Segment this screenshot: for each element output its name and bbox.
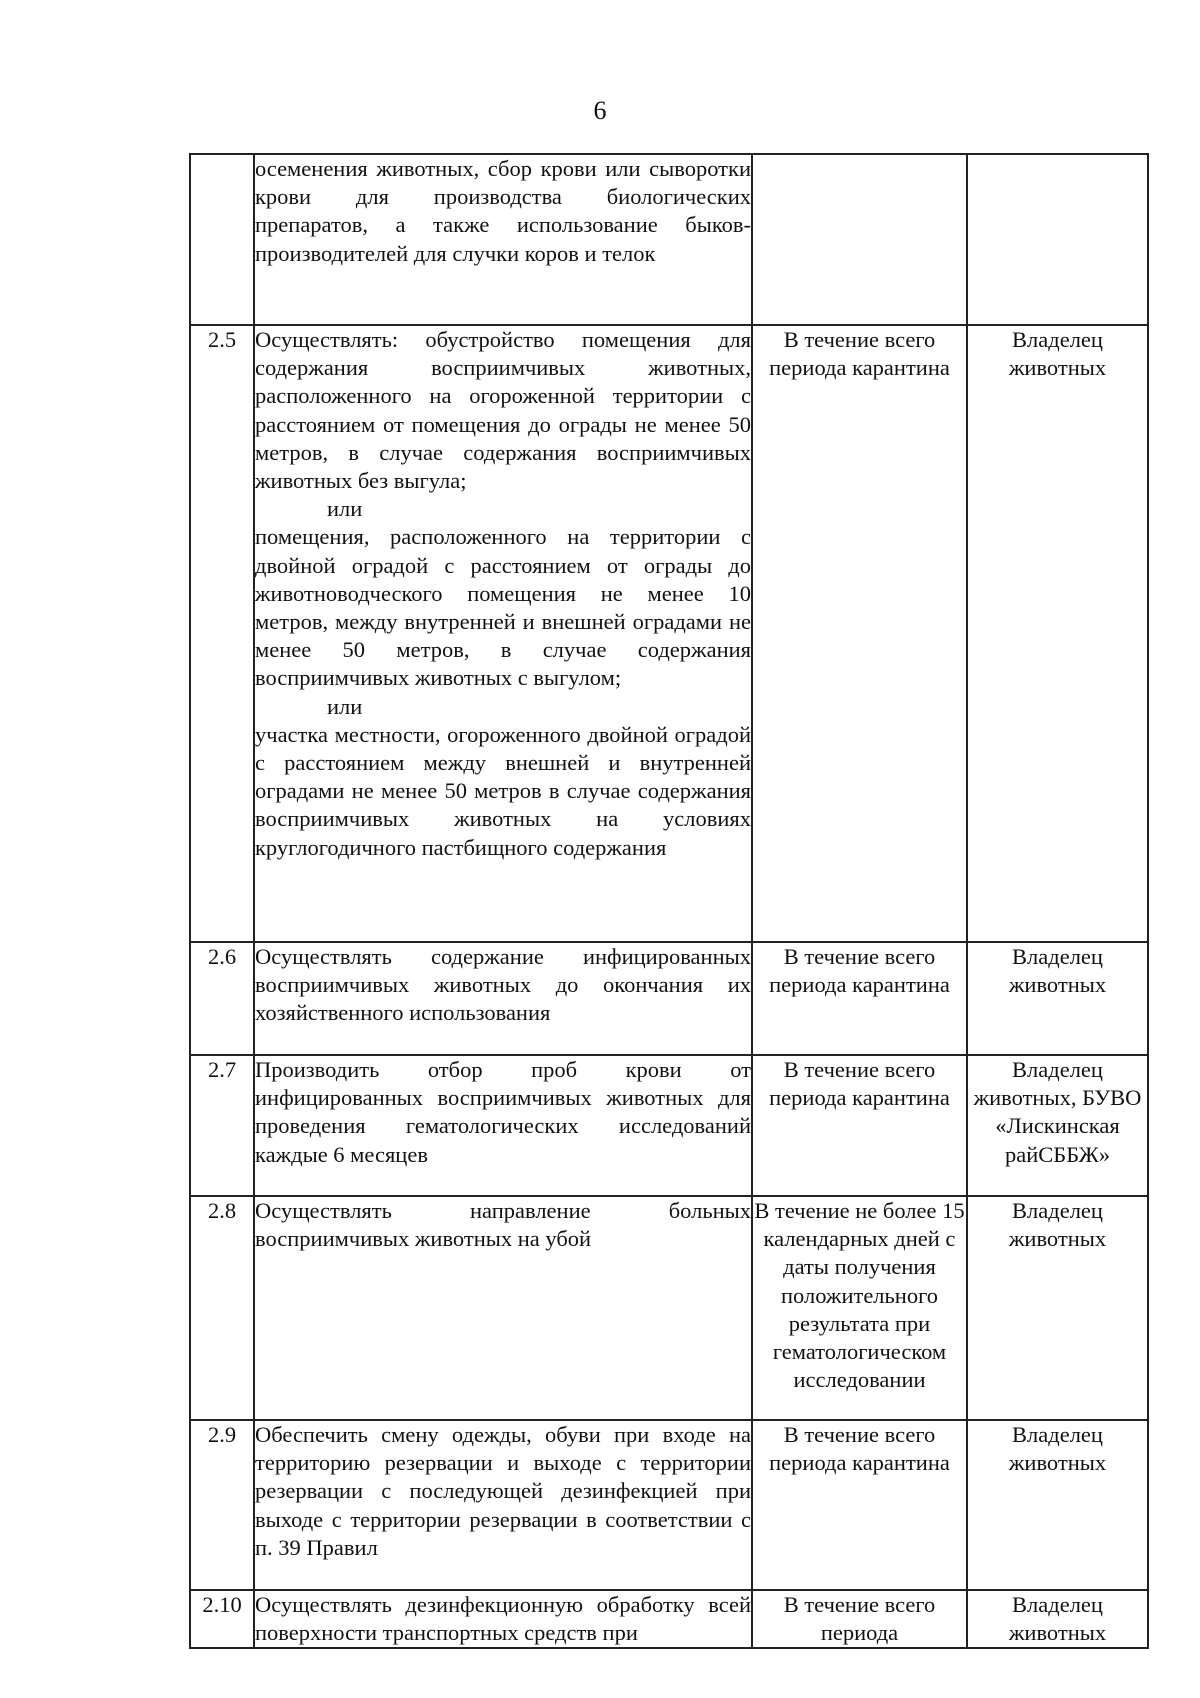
row-action [254,325,752,942]
row-term: В течение всего периода карантина [752,1055,967,1196]
table-row [190,154,1148,325]
action-paragraph: участка местности, огороженного двойной оградой с расстоянием между внешней и внутренней оградами не менее 50 метров в случае содержания восприимчивых животных на условиях круглогодичного пастбищного содержания [255,721,751,860]
action-paragraph: Осуществлять направление больных восприимчивых животных на убой [255,1198,751,1252]
action-paragraph: помещения, расположенного на территории с двойной оградой с расстоянием от ограды до животноводческого помещения не менее 10 метров, между внутренней и внешней оградами не менее 50 метров, в случае содержания восприимчивых животных с выгулом; [255,524,751,691]
row-responsible: Владелец животных [967,942,1148,1055]
table-row [190,1196,1148,1420]
row-number: 2.10 [190,1590,254,1648]
row-responsible: Владелец животных [967,1196,1148,1420]
row-term: В течение всего периода карантина [752,325,967,942]
row-responsible: Владелец животных [967,1590,1148,1648]
measures-table [189,153,1149,1649]
table-row [190,942,1148,1055]
row-action [254,1590,752,1648]
table-row [190,1055,1148,1196]
row-responsible [967,154,1148,325]
action-paragraph: Осуществлять содержание инфицированных восприимчивых животных до окончания их хозяйственного использования [255,944,751,1026]
row-responsible: Владелец животных [967,1420,1148,1590]
row-term: В течение всего периода карантина [752,1420,967,1590]
row-action [254,1196,752,1420]
action-or: или [327,693,363,719]
row-term: В течение всего периода карантина [752,942,967,1055]
action-paragraph: Обеспечить смену одежды, обуви при входе на территорию резервации и выходе с территории резервации с последующей дезинфекцией при выходе с территории резервации в соответствии с п. 39 Правил [255,1422,751,1560]
row-number: 2.8 [190,1196,254,1420]
row-responsible: Владелец животных [967,325,1148,942]
table-row [190,325,1148,942]
row-action [254,154,752,325]
row-number: 2.5 [190,325,254,942]
page-number: 6 [593,96,607,125]
action-or: или [327,496,363,522]
row-responsible: Владелец животных, БУВО «Лискинская райСББЖ» [967,1055,1148,1196]
row-number: 2.9 [190,1420,254,1590]
action-paragraph: Производить отбор проб крови от инфицированных восприимчивых животных для проведения гематологических исследований каждые 6 месяцев [255,1057,751,1167]
row-action [254,1055,752,1196]
row-number [190,154,254,325]
row-number: 2.7 [190,1055,254,1196]
row-term: В течение не более 15 календарных дней с даты получения положительного результата при гематологическом исследовании [752,1196,967,1420]
row-action [254,942,752,1055]
action-paragraph: осеменения животных, сбор крови или сыворотки крови для производства биологических препаратов, а также использование быков-производителей для случки коров и телок [255,156,751,266]
action-paragraph: Осуществлять дезинфекционную обработку всей поверхности транспортных средств при [255,1592,751,1646]
row-number: 2.6 [190,942,254,1055]
action-paragraph: Осуществлять: обустройство помещения для содержания восприимчивых животных, расположенного на огороженной территории с расстоянием от помещения до ограды не менее 50 метров, в случае содержания восприимчивых животных без выгула; [255,327,751,494]
row-term: В течение всего периода [752,1590,967,1648]
row-action [254,1420,752,1590]
row-term [752,154,967,325]
table-row [190,1590,1148,1648]
table-row [190,1420,1148,1590]
